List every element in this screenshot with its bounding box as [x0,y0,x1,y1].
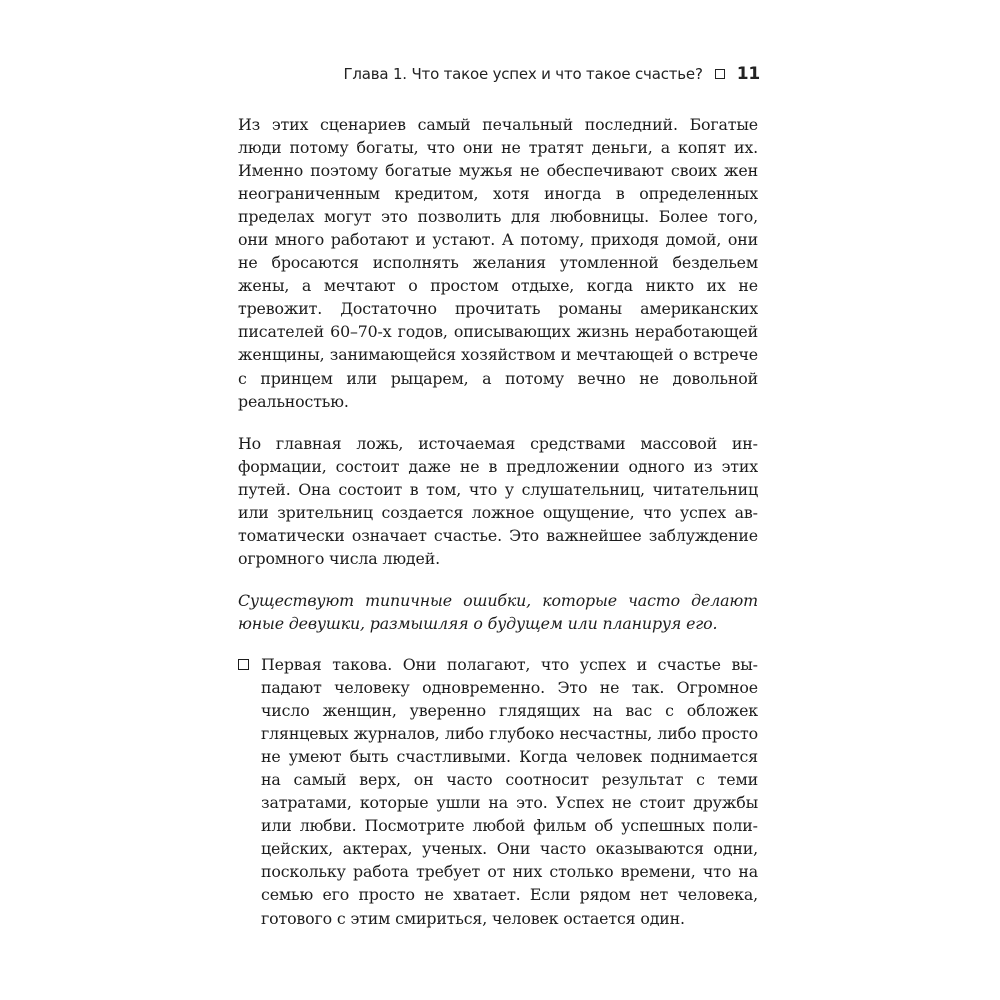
italic-paragraph: Существуют типичные ошибки, которые часто делают юные девушки, размышляя о будущем или планируя его. [238,590,758,633]
running-head [238,64,758,84]
page-number: 11 [736,64,760,84]
paragraph: Из этих сценариев самый печальный последний. Богатые люди потому богаты, что они не тратят деньги, а копят их. Именно поэтому богатые мужья не обеспечивают своих жен неограниченным кредитом, хотя иногда в определенных пределах могут это позволить для любовницы. Более того, они много работают и устают. А потому, приходя домой, они не бросаются исполнять желания утомленной бездельем жены, а мечтают о простом отдыхе, когда никто их не тревожит. Достаточно прочитать романы американских писателей 60–70-х годов, описывающих жизнь неработающей женщины, занимающейся хозяйством и мечтающей о встрече с принцем или рыцарем, а потому вечно не довольной реальностью. [238,115,758,411]
list-item-text: Первая такова. Они полагают, что успех и счастье выпадают человеку одновременно. Это не так. Огромное число женщин, уверенно глядящих на вас с обложек глянцевых журналов, либо глубоко несчастны, либо просто не умеют быть счастливыми. Когда человек поднимается на самый верх, он часто соотносит результат с теми затратами, которые ушли на это. Успех не стоит дружбы или любви. Посмотрите любой фильм об успешных полицейских, актерах, ученых. Они часто оказываются одни, поскольку работа требует от них столько времени, что на семью его просто не хватает. Если рядом нет человека, готового с этим смириться, человек остается один. [261,654,758,928]
body-text [238,113,758,930]
list-item [238,653,758,930]
paragraph: Но главная ложь, источаемая средствами массовой информации, состоит даже не в предложении одного из этих путей. Она состоит в том, что у слушательниц, читательниц или зрительниц создается ложное ощущение, что успех автоматически означает счастье. Это важнейшее заблуждение огромного числа людей. [238,433,758,568]
checkbox-bullet-icon [238,659,249,670]
chapter-title: Глава 1. Что такое успех и что такое счастье? [343,65,703,83]
book-page [238,0,758,1000]
square-box-icon [715,69,725,79]
